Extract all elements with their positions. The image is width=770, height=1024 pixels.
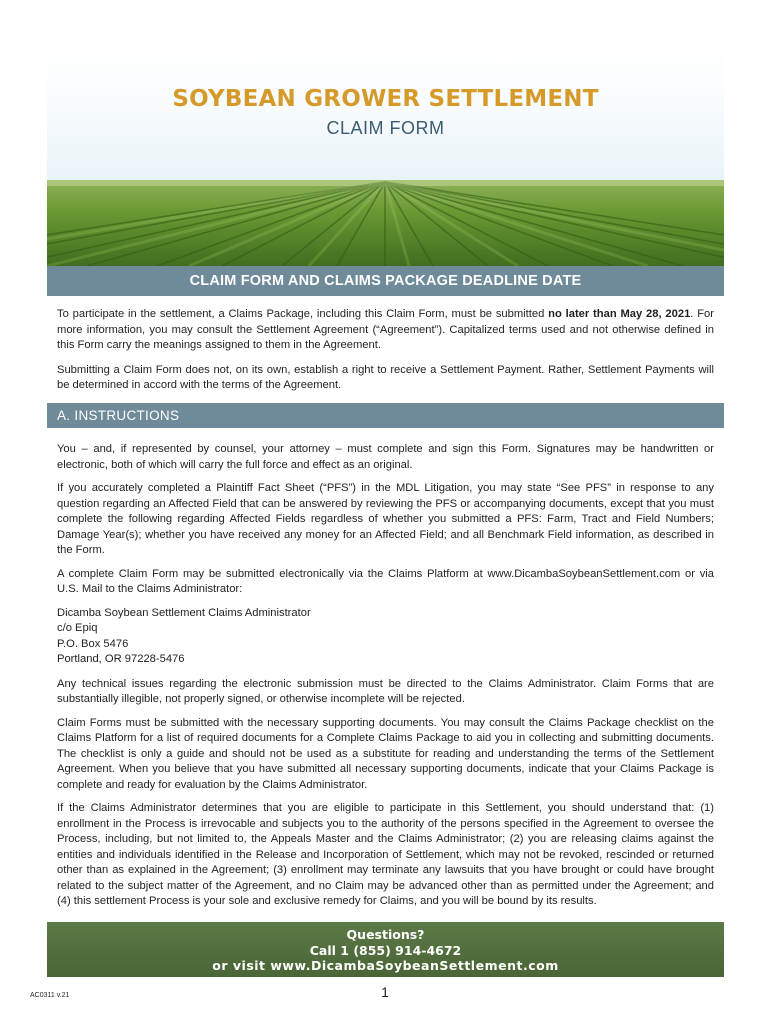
- questions-box: [47, 922, 724, 977]
- address-line: Dicamba Soybean Settlement Claims Administrator: [57, 606, 311, 619]
- deadline-date: no later than May 28, 2021: [548, 308, 691, 320]
- deadline-paragraph-2: Submitting a Claim Form does not, on its own, establish a right to receive a Settlement Payment. Rather, Settlement Payments will be determined in accord with the terms of the Agreement.: [57, 363, 714, 391]
- phone-number: Call 1 (855) 914-4672: [309, 943, 462, 958]
- deadline-body: [57, 307, 714, 394]
- instructions-paragraph-5: Claim Forms must be submitted with the necessary supporting documents. You may consult the Claims Package checklist on the Claims Platform for a list of required documents for a Complete Claims Package to aid you in collecting and submitting documents. The checklist is only a guide and should not be used as a substitute for reading and understanding the terms of the Settlement Agreement. When you believe that you have submitted all necessary supporting documents, indicate that your Claims Package is complete and ready for evaluation by the Claims Administrator.: [57, 716, 714, 791]
- page-title: SOYBEAN GROWER SETTLEMENT: [172, 86, 599, 112]
- instructions-paragraph-3: A complete Claim Form may be submitted electronically via the Claims Platform at www.DicambaSoybeanSettlement.com or via U.S. Mail to the Claims Administrator:: [57, 567, 714, 595]
- address-line: P.O. Box 5476: [57, 637, 129, 650]
- instructions-heading: A. INSTRUCTIONS: [57, 408, 180, 423]
- deadline-paragraph-1: [57, 307, 714, 354]
- deadline-text: To participate in the settlement, a Claims Package, including this Claim Form, must be submitted: [57, 308, 549, 320]
- instructions-section-header: [47, 403, 724, 428]
- address-line: Portland, OR 97228-5476: [57, 653, 185, 665]
- form-version-code: AC0311 v.21: [30, 992, 70, 999]
- instructions-paragraph-6: If the Claims Administrator determines that you are eligible to participate in this Settlement, you should understand that: (1) enrollment in the Process is irrevocable and subjects you to the authority of the persons specified in the Agreement to oversee the Process, including, but not limited to, the Appeals Master and the Claims Administrator; (2) you are releasing claims against the entities and individuals identified in the Release and Incorporation of Settlement, which may not be revoked, rescinded or returned other than as explained in the Agreement; (3) enrollment may terminate any lawsuits that you have brought or could have brought related to the subject matter of the Agreement, and no Claim may be advanced other than as permitted under the Agreement; and (4) this settlement Process is your sole and exclusive remedy for Claims, and you will be bound by its results.: [57, 802, 714, 907]
- instructions-paragraph-2: If you accurately completed a Plaintiff Fact Sheet (“PFS”) in the MDL Litigation, you may state “See PFS” in response to any question regarding an Affected Field that can be answered by reviewing the PFS or accompanying documents, except that you must complete the following regarding Affected Fields regardless of whether you submitted a PFS: Farm, Tract and Field Numbers; Damage Year(s); whether you have received any money for an Affected Field; and all Benchmark Field information, as described in the Form.: [57, 482, 714, 556]
- page-number: 1: [381, 984, 389, 1000]
- mailing-address: [57, 606, 714, 668]
- address-line: c/o Epiq: [57, 622, 98, 634]
- instructions-body: [57, 442, 714, 910]
- deadline-section-header: [47, 266, 724, 296]
- header-banner: [47, 46, 724, 266]
- deadline-text-cont: . For more information, you may consult the Settlement Agreement (“Agreement”). Capitalized terms used and not otherwise defined in this Form carry the meanings assigned to them in the Agreement.: [57, 308, 714, 351]
- deadline-heading: CLAIM FORM AND CLAIMS PACKAGE DEADLINE DATE: [189, 273, 582, 289]
- website-link: or visit www.DicambaSoybeanSettlement.com: [212, 958, 559, 973]
- questions-label: Questions?: [346, 927, 425, 942]
- instructions-paragraph-4: Any technical issues regarding the electronic submission must be directed to the Claims Administrator. Claim Forms that are substantially illegible, not properly signed, or otherwise incomplete will be rejected.: [57, 677, 714, 705]
- soybean-field-image: [47, 180, 724, 266]
- instructions-paragraph-1: You – and, if represented by counsel, your attorney – must complete and sign this Form. Signatures may be handwritten or electronic, both of which will carry the full force and effect as an original.: [57, 443, 714, 471]
- page-subtitle: CLAIM FORM: [326, 118, 445, 138]
